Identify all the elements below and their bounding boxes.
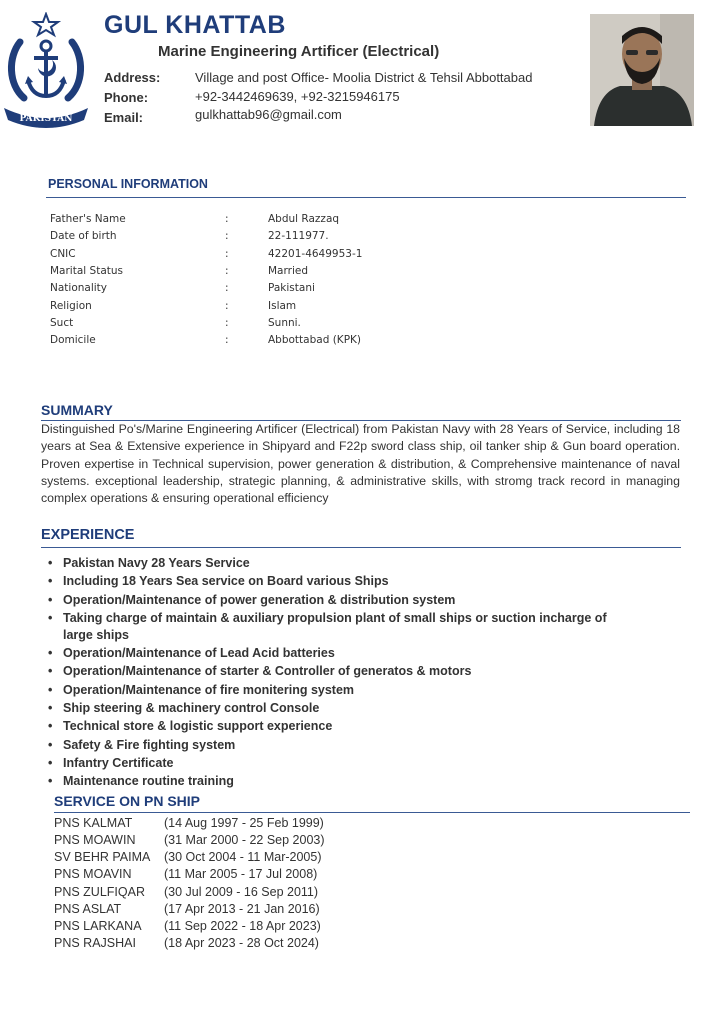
personal-info-value: Married — [268, 265, 308, 277]
experience-item: • Safety & Fire fighting system — [48, 737, 648, 754]
service-ship: PNS ASLAT — [54, 902, 122, 916]
personal-info-value: 42201-4649953-1 — [268, 248, 363, 260]
experience-item: • Operation/Maintenance of starter & Controller of generatos & motors — [48, 663, 648, 680]
service-ship: PNS MOAVIN — [54, 867, 132, 881]
personal-info-key: CNIC — [50, 248, 76, 260]
phone-value: +92-3442469639, +92-3215946175 — [195, 89, 400, 104]
service-dates: (11 Mar 2005 - 17 Jul 2008) — [164, 867, 318, 881]
service-heading: SERVICE ON PN SHIP — [54, 793, 201, 809]
summary-text: Distinguished Po's/Marine Engineering Artificer (Electrical) from Pakistan Navy with 28 Years of Service, including 18 years at Sea & Extensive experience in Shipyard and F22p sword class ship, oil tanker ship & Gun board operation. Proven expertise in Technical supervision, power generation & distribution, & Comprehensive maintenance of naval systems. exceptional leadership, strategic planning, & administrative skills, with stromg track record in managing complex operations & ensuring operational efficiency — [41, 422, 680, 506]
experience-heading: EXPERIENCE — [41, 527, 135, 543]
service-row — [54, 885, 374, 902]
experience-list — [48, 555, 648, 792]
personal-info-value: Abdul Razzaq — [268, 213, 340, 225]
pakistan-navy-logo-icon — [2, 12, 90, 128]
personal-info-value: 22-111977. — [268, 230, 329, 242]
service-ship: PNS MOAWIN — [54, 833, 136, 847]
personal-info-row — [50, 248, 390, 265]
personal-info-separator: : — [225, 230, 229, 242]
person-icon — [590, 14, 694, 126]
service-ship: PNS LARKANA — [54, 919, 142, 933]
experience-item: • Maintenance routine training — [48, 773, 648, 790]
personal-info-row — [50, 230, 390, 247]
personal-info-row — [50, 282, 390, 299]
service-dates: (14 Aug 1997 - 25 Feb 1999) — [164, 816, 324, 830]
summary-heading: SUMMARY — [41, 402, 113, 418]
personal-info-key: Father's Name — [50, 213, 126, 225]
personal-info-row — [50, 334, 390, 351]
experience-item: • Including 18 Years Sea service on Board various Ships — [48, 573, 648, 590]
personal-info-separator: : — [225, 282, 229, 294]
service-row — [54, 919, 374, 936]
service-row — [54, 902, 374, 919]
personal-info-separator: : — [225, 317, 229, 329]
service-row — [54, 850, 374, 867]
personal-info-value: Pakistani — [268, 282, 315, 294]
address-value: Village and post Office- Moolia District & Tehsil Abbottabad — [195, 70, 533, 85]
service-ship: SV BEHR PAIMA — [54, 850, 151, 864]
service-divider — [54, 812, 690, 813]
experience-item: • Pakistan Navy 28 Years Service — [48, 555, 648, 572]
experience-divider — [41, 547, 681, 548]
personal-info-value: Islam — [268, 300, 297, 312]
candidate-name: GUL KHATTAB — [104, 11, 286, 39]
personal-info-row — [50, 300, 390, 317]
profile-photo — [590, 14, 694, 126]
service-row — [54, 936, 374, 953]
experience-item: • Operation/Maintenance of power generation & distribution system — [48, 592, 648, 609]
experience-item: • Taking charge of maintain & auxiliary propulsion plant of small ships or suction incharge of large ships — [48, 610, 623, 644]
email-label: Email: — [104, 110, 144, 125]
service-row — [54, 833, 374, 850]
service-dates: (17 Apr 2013 - 21 Jan 2016) — [164, 902, 320, 916]
personal-info-separator: : — [225, 265, 229, 277]
experience-item: • Operation/Maintenance of Lead Acid batteries — [48, 645, 648, 662]
experience-item: • Technical store & logistic support experience — [48, 718, 648, 735]
phone-label: Phone: — [104, 90, 149, 105]
personal-info-key: Domicile — [50, 334, 96, 346]
personal-info-row — [50, 213, 390, 230]
candidate-role: Marine Engineering Artificer (Electrical) — [158, 43, 440, 60]
service-row — [54, 867, 374, 884]
personal-info-separator: : — [225, 300, 229, 312]
experience-item: • Operation/Maintenance of fire monitering system — [48, 682, 648, 699]
service-ship: PNS KALMAT — [54, 816, 133, 830]
personal-info-row — [50, 317, 390, 334]
service-dates: (30 Jul 2009 - 16 Sep 2011) — [164, 885, 319, 899]
service-dates: (31 Mar 2000 - 22 Sep 2003) — [164, 833, 325, 847]
personal-info-row — [50, 265, 390, 282]
personal-info-key: Suct — [50, 317, 74, 329]
experience-item: • Ship steering & machinery control Console — [48, 700, 648, 717]
svg-text:PAKISTAN: PAKISTAN — [19, 114, 73, 124]
service-ship: PNS RAJSHAI — [54, 936, 136, 950]
personal-info-key: Religion — [50, 300, 92, 312]
email-value[interactable]: gulkhattab96@gmail.com — [195, 107, 342, 122]
personal-info-key: Nationality — [50, 282, 108, 294]
personal-info-key: Date of birth — [50, 230, 117, 242]
service-dates: (30 Oct 2004 - 11 Mar-2005) — [164, 850, 322, 864]
personal-information-divider — [46, 197, 686, 198]
personal-info-separator: : — [225, 248, 229, 260]
service-ship: PNS ZULFIQAR — [54, 885, 145, 899]
personal-info-value: Abbottabad (KPK) — [268, 334, 362, 346]
service-dates: (18 Apr 2023 - 28 Oct 2024) — [164, 936, 319, 950]
service-dates: (11 Sep 2022 - 18 Apr 2023) — [164, 919, 321, 933]
service-row — [54, 816, 374, 833]
personal-info-value: Sunni. — [268, 317, 301, 329]
personal-info-separator: : — [225, 213, 229, 225]
personal-info-key: Marital Status — [50, 265, 123, 277]
personal-info-separator: : — [225, 334, 229, 346]
personal-information-heading: PERSONAL INFORMATION — [48, 177, 208, 191]
address-label: Address: — [104, 70, 161, 85]
experience-item: • Infantry Certificate — [48, 755, 648, 772]
